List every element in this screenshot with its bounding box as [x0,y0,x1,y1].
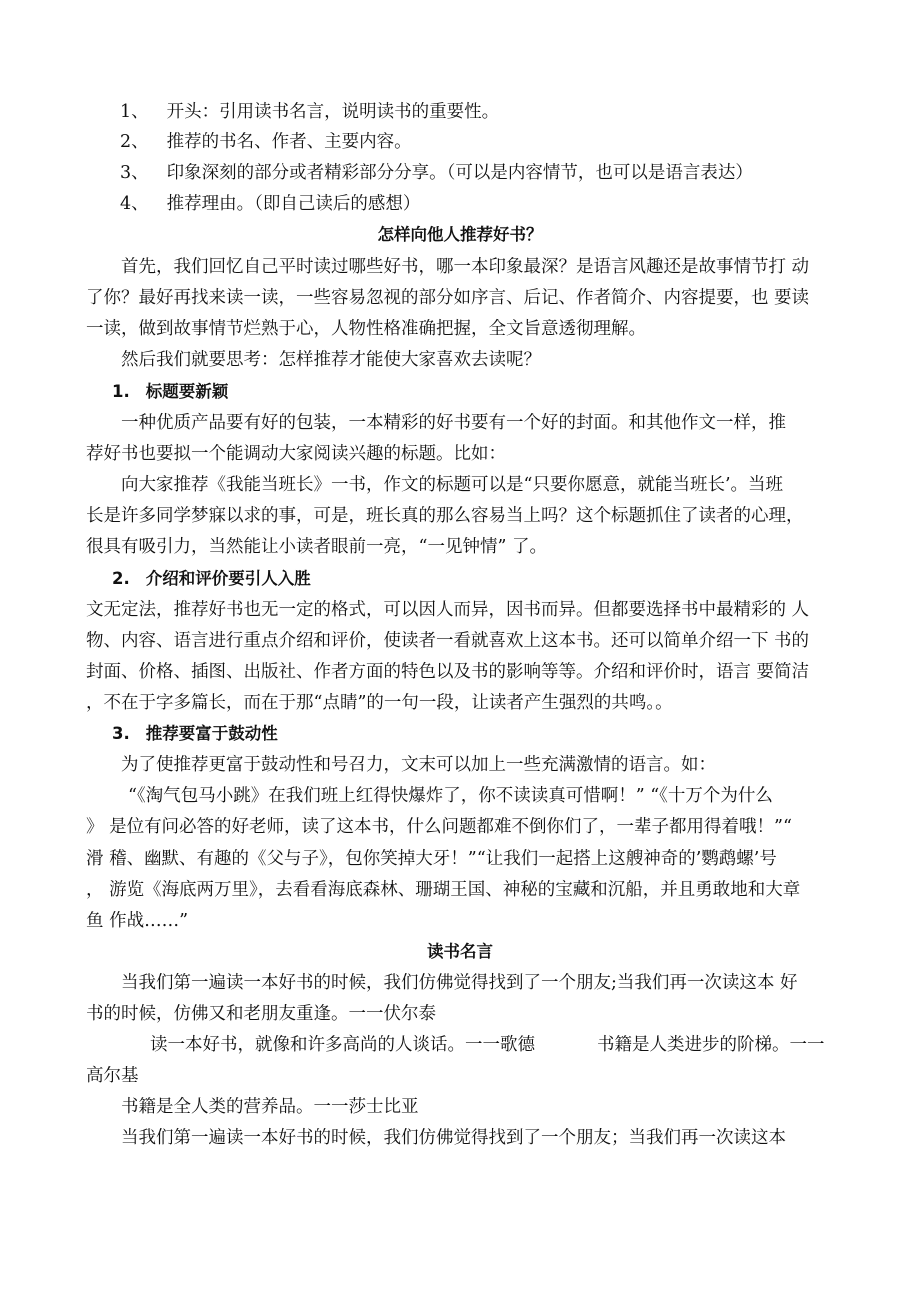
outline-item-3 [120,162,753,184]
section-2-line: ，不在于字多篇长，而在于那“点睛”的一句一段，让读者产生强烈的共鸣。。 [86,693,673,713]
section-1-line: 长是许多同学梦寐以求的事，可是，班长真的那么容易当上吗？这个标题抓住了读者的心理， [86,506,804,526]
section-1-line: 一种优质产品要有好的包装，一本精彩的好书要有一个好的封面。和其他作文一样，推 [121,413,786,433]
outline-text: 开头：引用读书名言，说明读书的重要性。 [166,102,500,122]
quote-line: 高尔基 [86,1066,139,1086]
intro-line: 然后我们就要思考：怎样推荐才能使大家喜欢去读呢？ [121,350,541,370]
outline-number: 3、 [120,163,149,183]
section-1-line: 荐好书也要拟一个能调动大家阅读兴趣的标题。比如： [86,444,506,464]
outline-text: 印象深刻的部分或者精彩部分分享。（可以是内容情节，也可以是语言表达） [166,163,753,183]
section-2-line: 文无定法，推荐好书也无一定的格式，可以因人而异，因书而异。但都要选择书中最精彩的 人 [86,600,810,620]
section-number: 2. [112,569,130,588]
outline-item-1 [120,101,499,123]
quote-line: 书的时候，仿佛又和老朋友重逢。一一伏尔泰 [86,1004,436,1024]
section-heading-1 [112,381,228,403]
section-1-line: 向大家推荐《我能当班长》一书，作文的标题可以是“只要你愿意，就能当班长’。当班 [121,475,784,495]
section-3-line: 为了使推荐更富于鼓动性和号召力，文末可以加上一些充满激情的语言。如： [121,755,716,775]
outline-item-4 [120,193,420,215]
outline-item-2 [120,131,412,153]
section-2-line: 物、内容、语言进行重点介绍和评价，使读者一看就喜欢上这本书。还可以简单介绍一下 书的 [86,631,810,651]
section-heading-2 [112,568,311,590]
page-title: 怎样向他人推荐好书？ [377,225,543,244]
section-title: 标题要新颖 [145,382,229,401]
quote-line: 当我们第一遍读一本好书的时候，我们仿佛觉得找到了一个朋友;当我们再一次读这本 好 [121,973,798,993]
section-1-line: 很具有吸引力，当然能让小读者眼前一亮，“一见钟情” 了。 [86,537,547,557]
section-title: 介绍和评价要引人入胜 [145,569,311,588]
section-3-line: “《淘气包马小跳》在我们班上红得快爆炸了，你不读读真可惜啊！” “《十万个为什么 [128,786,773,806]
quote-line: 书籍是人类进步的阶梯。一一 [597,1035,825,1055]
intro-line: 首先，我们回忆自己平时读过哪些好书，哪一本印象最深？是语言风趣还是故事情节打 动 [121,257,810,277]
intro-line: 了你？最好再找来读一读，一些容易忽视的部分如序言、后记、作者简介、内容提要，也 要读 [86,288,810,308]
intro-line: 一读，做到故事情节烂熟于心，人物性格准确把握，全文旨意透彻理解。 [86,319,646,339]
outline-number: 1、 [120,102,149,122]
section-3-line: 鱼 作战……” [86,911,189,931]
outline-text: 推荐的书名、作者、主要内容。 [166,132,412,152]
outline-number: 4、 [120,194,149,214]
section-heading-3 [112,723,278,745]
section-3-line: 滑 稽、幽默、有趣的《父与子》，包你笑掉大牙！”“让我们一起搭上这艘神奇的’鹦鹉螺’号 [86,849,777,869]
section-3-line: ， 游览《海底两万里》，去看看海底森林、珊瑚王国、神秘的宝藏和沉船，并且勇敢地和大章 [86,880,801,900]
outline-text: 推荐理由。（即自己读后的感想） [166,194,421,214]
section-2-line: 封面、价格、插图、出版社、作者方面的特色以及书的影响等等。介绍和评价时，语言 要简洁 [86,662,810,682]
outline-number: 2、 [120,132,149,152]
section-title: 推荐要富于鼓动性 [145,724,278,743]
quote-line: 读一本好书，就像和许多高尚的人谈话。一一歌德 [150,1035,535,1055]
quote-line: 当我们第一遍读一本好书的时候，我们仿佛觉得找到了一个朋友；当我们再一次读这本 [121,1128,786,1148]
section-3-line: 》 是位有问必答的好老师，读了这本书，什么问题都难不倒你们了，一辈子都用得着哦！”“ [86,817,792,837]
section-number: 1. [112,382,130,401]
quotes-title: 读书名言 [427,942,493,961]
section-number: 3. [112,724,130,743]
quote-line: 书籍是全人类的营养品。一一莎士比亚 [121,1097,419,1117]
